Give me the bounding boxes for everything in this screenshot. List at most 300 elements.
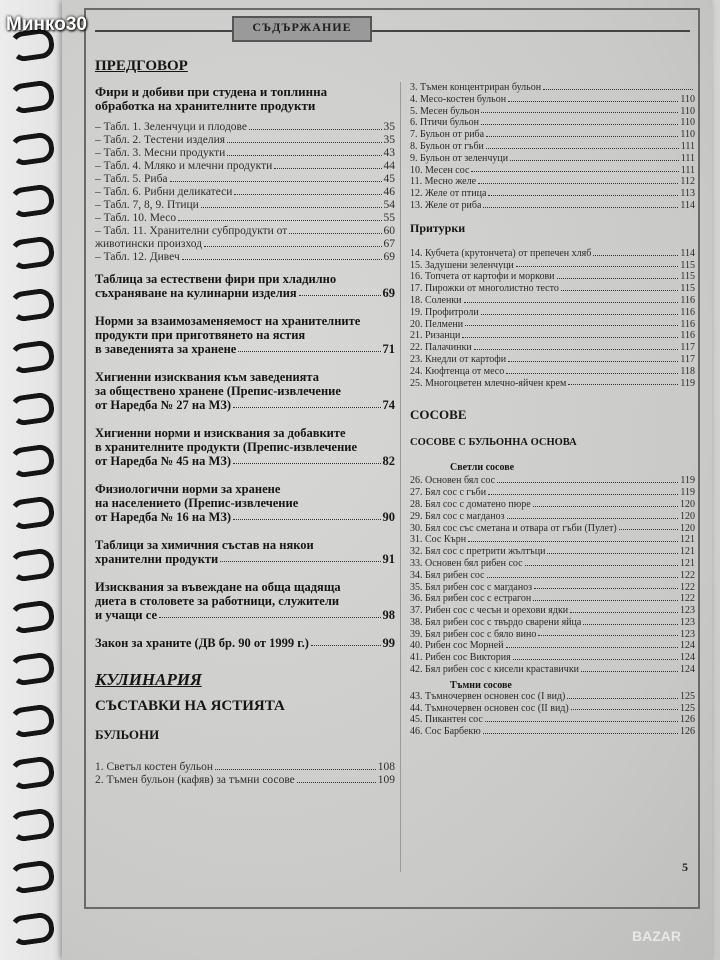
dot-leader bbox=[486, 136, 678, 137]
section-line: Хигиенни норми и изисквания за добавките bbox=[95, 426, 346, 440]
preface-heading: ПРЕДГОВОР bbox=[95, 58, 188, 74]
toc-light-sauce-entry bbox=[410, 629, 695, 641]
page-ref: 111 bbox=[680, 140, 695, 152]
dot-leader bbox=[182, 259, 382, 260]
page-ref: 119 bbox=[680, 487, 695, 499]
toc-broth-entry bbox=[410, 117, 695, 129]
dot-leader bbox=[468, 541, 678, 542]
dot-leader bbox=[485, 721, 678, 722]
toc-broth-entry bbox=[410, 176, 695, 188]
fiers-heading-line1: Фири и добиви при студена и топлинна bbox=[95, 84, 328, 99]
toc-addition-entry bbox=[410, 330, 695, 342]
page-ref: 109 bbox=[377, 774, 395, 786]
toc-table-entry bbox=[95, 251, 395, 264]
right-column bbox=[410, 82, 695, 738]
toc-addition-entry-text: 17. Пирожки от многолистно тесто bbox=[410, 283, 559, 295]
section-line: за обществено хранене (Препис-извлечение bbox=[95, 384, 341, 398]
toc-addition-entry bbox=[410, 271, 695, 283]
broth-list-left bbox=[95, 761, 395, 787]
page-ref: 126 bbox=[680, 714, 695, 726]
toc-broth-entry bbox=[410, 188, 695, 200]
toc-addition-entry-text: 24. Кюфтенца от месо bbox=[410, 365, 505, 377]
toc-section-entry bbox=[95, 426, 395, 468]
sauces-heading: СОСОВЕ bbox=[410, 407, 467, 423]
dot-leader bbox=[508, 101, 678, 102]
toc-light-sauce-entry-text: 42. Бял рибен сос с кисели краставички bbox=[410, 664, 580, 676]
dark-sauces-heading: Тъмни сосове bbox=[450, 679, 512, 691]
page-ref: 111 bbox=[680, 152, 695, 164]
page-ref: 120 bbox=[680, 510, 695, 522]
section-line: продукти при приготвянето на ястия bbox=[95, 328, 306, 342]
toc-broth-entry-text: 4. Месо-костен бульон bbox=[410, 93, 507, 105]
dot-leader bbox=[233, 407, 380, 408]
page-title: СЪДЪРЖАНИЕ bbox=[252, 20, 352, 34]
dot-leader bbox=[547, 553, 678, 554]
light-sauces-list bbox=[410, 475, 695, 676]
section-line: Физиологични норми за хранене bbox=[95, 482, 281, 496]
page-ref: 117 bbox=[680, 342, 695, 354]
page-ref: 116 bbox=[680, 294, 695, 306]
dot-leader bbox=[220, 561, 380, 562]
toc-addition-entry-text: 15. Задушени зеленчуци bbox=[410, 259, 514, 271]
section-line: Изисквания за въвеждане на обща щадяща bbox=[95, 580, 341, 594]
dot-leader bbox=[227, 142, 381, 143]
toc-broth-entry bbox=[410, 200, 695, 212]
toc-addition-entry-text: 25. Многоцветен млечно-яйчен крем bbox=[410, 377, 567, 389]
toc-light-sauce-entry bbox=[410, 582, 695, 594]
toc-broth-entry bbox=[410, 165, 695, 177]
toc-dark-sauce-entry bbox=[410, 714, 695, 726]
page-ref: 121 bbox=[680, 534, 695, 546]
toc-broth-entry bbox=[95, 774, 395, 787]
dot-leader bbox=[464, 302, 679, 303]
page-ref: 116 bbox=[680, 318, 695, 330]
page-ref: 115 bbox=[680, 283, 695, 295]
toc-light-sauce-entry bbox=[410, 664, 695, 676]
page-ref: 71 bbox=[382, 342, 395, 356]
page-ref: 108 bbox=[377, 761, 395, 773]
toc-broth-entry-text: 1. Светъл костен бульон bbox=[95, 761, 214, 773]
section-line: в заведенията за хранене bbox=[95, 342, 237, 356]
toc-light-sauce-entry-text: 38. Бял рибен сос с твърдо сварени яйца bbox=[410, 616, 582, 628]
culinary-heading: КУЛИНАРИЯ bbox=[95, 670, 202, 689]
page-ref: 119 bbox=[680, 377, 695, 389]
dot-leader bbox=[471, 171, 678, 172]
dot-leader bbox=[507, 518, 678, 519]
section-line: хранителни продукти bbox=[95, 552, 219, 566]
toc-addition-entry-text: 18. Соленки bbox=[410, 294, 462, 306]
dot-leader bbox=[581, 671, 678, 672]
section-last-line bbox=[95, 636, 395, 650]
toc-broth-entry-text: 10. Месен сос bbox=[410, 164, 470, 176]
page-ref: 120 bbox=[680, 498, 695, 510]
toc-broth-entry bbox=[95, 761, 395, 774]
page-ref: 125 bbox=[680, 690, 695, 702]
toc-table-entry-text: – Табл. 7, 8, 9. Птици bbox=[95, 199, 199, 211]
toc-broth-entry-text: 12. Желе от птица bbox=[410, 188, 487, 200]
toc-addition-entry bbox=[410, 307, 695, 319]
toc-dark-sauce-entry-text: 45. Пикантен сос bbox=[410, 714, 483, 726]
toc-table-entry-text: – Табл. 12. Дивеч bbox=[95, 251, 180, 263]
section-last-line bbox=[95, 608, 395, 622]
section-line: от Наредба № 27 на МЗ) bbox=[95, 398, 232, 412]
toc-light-sauce-entry-text: 26. Основен бял сос bbox=[410, 475, 496, 487]
dot-leader bbox=[238, 351, 380, 352]
section-line: от Наредба № 16 на МЗ) bbox=[95, 510, 232, 524]
toc-broth-entry bbox=[410, 141, 695, 153]
dot-leader bbox=[170, 181, 382, 182]
page-ref: 110 bbox=[680, 105, 695, 117]
page-ref: 122 bbox=[680, 581, 695, 593]
page-ref: 43 bbox=[383, 147, 395, 159]
page-ref: 121 bbox=[680, 546, 695, 558]
dot-leader bbox=[483, 733, 678, 734]
page-ref: 110 bbox=[680, 117, 695, 129]
toc-table-entry-text: – Табл. 10. Месо bbox=[95, 212, 177, 224]
page-ref: 35 bbox=[383, 134, 395, 146]
toc-addition-entry-text: 21. Ризанци bbox=[410, 330, 461, 342]
dot-leader bbox=[571, 709, 678, 710]
section-line: на населението (Препис-извлечение bbox=[95, 496, 299, 510]
toc-broth-entry bbox=[410, 153, 695, 165]
toc-broth-entry-text: 7. Бульон от риба bbox=[410, 129, 485, 141]
dot-leader bbox=[159, 617, 380, 618]
toc-light-sauce-entry-text: 28. Бял сос с доматено пюре bbox=[410, 498, 531, 510]
toc-addition-entry-text: 22. Палачинки bbox=[410, 342, 472, 354]
toc-broth-entry bbox=[410, 106, 695, 118]
toc-table-entry-text: – Табл. 1. Зеленчуци и плодове bbox=[95, 121, 248, 133]
section-line: и учащи се bbox=[95, 608, 158, 622]
toc-table-entry bbox=[95, 160, 395, 173]
toc-addition-entry bbox=[410, 366, 695, 378]
toc-section-entry bbox=[95, 482, 395, 524]
additions-heading: Притурки bbox=[410, 220, 466, 235]
page-ref: 125 bbox=[680, 702, 695, 714]
dot-leader bbox=[297, 782, 376, 783]
dot-leader bbox=[274, 168, 381, 169]
toc-broth-entry-text: 13. Желе от риба bbox=[410, 199, 482, 211]
fiers-heading-line2: обработка на хранителните продукти bbox=[95, 98, 316, 113]
seller-watermark: Минко30 bbox=[6, 14, 87, 35]
page-ref: 123 bbox=[680, 616, 695, 628]
toc-sections bbox=[95, 272, 395, 650]
page-ref: 99 bbox=[382, 636, 395, 650]
page-ref: 67 bbox=[383, 238, 395, 250]
toc-addition-entry-text: 16. Топчета от картофи и моркови bbox=[410, 271, 555, 283]
page-ref: 82 bbox=[382, 454, 395, 468]
page-ref: 114 bbox=[680, 199, 695, 211]
page-ref: 122 bbox=[680, 593, 695, 605]
dot-leader bbox=[478, 183, 678, 184]
toc-light-sauce-entry bbox=[410, 652, 695, 664]
toc-light-sauce-entry bbox=[410, 511, 695, 523]
dot-leader bbox=[570, 612, 678, 613]
dot-leader bbox=[462, 337, 678, 338]
section-last-line bbox=[95, 454, 395, 468]
toc-broth-entry bbox=[410, 82, 695, 94]
dot-leader bbox=[506, 647, 678, 648]
dot-leader bbox=[534, 588, 678, 589]
page-ref: 124 bbox=[680, 664, 695, 676]
dot-leader bbox=[234, 194, 381, 195]
toc-addition-entry bbox=[410, 283, 695, 295]
toc-addition-entry bbox=[410, 378, 695, 390]
section-line: в хранителните продукти (Препис-извлечение bbox=[95, 440, 358, 454]
page-ref: 54 bbox=[383, 199, 395, 211]
dot-leader bbox=[583, 624, 678, 625]
toc-broth-entry-text: 8. Бульон от гъби bbox=[410, 140, 484, 152]
dot-leader bbox=[487, 577, 678, 578]
section-last-line bbox=[95, 552, 395, 566]
page-ref: 115 bbox=[680, 271, 695, 283]
toc-table-entry bbox=[95, 147, 395, 160]
toc-table-entry-text: – Табл. 2. Тестени изделия bbox=[95, 134, 226, 146]
page-ref: 110 bbox=[680, 93, 695, 105]
toc-light-sauce-entry bbox=[410, 640, 695, 652]
page-ref: 69 bbox=[382, 286, 395, 300]
toc-light-sauce-entry bbox=[410, 487, 695, 499]
toc-broth-entry bbox=[410, 129, 695, 141]
section-line: Закон за храните (ДВ бр. 90 от 1999 г.) bbox=[95, 636, 309, 650]
page-ref: 124 bbox=[680, 640, 695, 652]
section-line: Хигиенни изисквания към заведенията bbox=[95, 370, 319, 384]
toc-table-entry-text: – Табл. 3. Месни продукти bbox=[95, 147, 226, 159]
dot-leader bbox=[568, 384, 678, 385]
dot-leader bbox=[533, 600, 678, 601]
page-ref: 98 bbox=[382, 608, 395, 622]
dot-leader bbox=[488, 195, 678, 196]
section-line: съхраняване на кулинарни изделия bbox=[95, 286, 297, 300]
page-ref: 126 bbox=[680, 726, 695, 738]
dot-leader bbox=[486, 148, 679, 149]
toc-table-entry-text: – Табл. 5. Риба bbox=[95, 173, 168, 185]
page-ref: 117 bbox=[680, 353, 695, 365]
dot-leader bbox=[233, 463, 380, 464]
toc-broth-entry-text: 9. Бульон от зеленчуци bbox=[410, 152, 509, 164]
page-ref: 115 bbox=[680, 259, 695, 271]
toc-section-entry bbox=[95, 370, 395, 412]
toc-light-sauce-entry bbox=[410, 534, 695, 546]
toc-light-sauce-entry-text: 36. Бял рибен сос с естрагон bbox=[410, 593, 532, 605]
dot-leader bbox=[561, 290, 679, 291]
sauces-broth-heading: СОСОВЕ С БУЛЬОННА ОСНОВА bbox=[410, 437, 577, 449]
page-ref: 35 bbox=[383, 121, 395, 133]
toc-light-sauce-entry-text: 39. Бял рибен сос с бяло вино bbox=[410, 628, 537, 640]
page-ref: 90 bbox=[382, 510, 395, 524]
dot-leader bbox=[299, 295, 381, 296]
toc-light-sauce-entry bbox=[410, 605, 695, 617]
page-ref: 122 bbox=[680, 569, 695, 581]
section-line: Таблица за естествени фири при хладилно bbox=[95, 272, 337, 286]
page-number: 5 bbox=[682, 860, 688, 874]
toc-addition-entry bbox=[410, 260, 695, 272]
dot-leader bbox=[215, 769, 376, 770]
dot-leader bbox=[516, 266, 679, 267]
toc-section-entry bbox=[95, 272, 395, 300]
section-last-line bbox=[95, 342, 395, 356]
toc-light-sauce-entry-text: 41. Рибен сос Виктория bbox=[410, 652, 511, 664]
toc-light-sauce-entry-text: 31. Сос Кърн bbox=[410, 534, 467, 546]
dot-leader bbox=[227, 155, 381, 156]
dot-leader bbox=[249, 129, 381, 130]
broth-list-right bbox=[410, 82, 695, 212]
toc-table-entry bbox=[95, 225, 395, 238]
toc-dark-sauce-entry bbox=[410, 691, 695, 703]
toc-light-sauce-entry-text: 33. Основен бял рибен сос bbox=[410, 557, 523, 569]
toc-light-sauce-entry-text: 30. Бял сос със сметана и отвара от гъби (Пулет) bbox=[410, 522, 617, 534]
dot-leader bbox=[488, 494, 678, 495]
header-rule bbox=[95, 30, 690, 32]
dot-leader bbox=[506, 373, 678, 374]
toc-light-sauce-entry-text: 34. Бял рибен сос bbox=[410, 569, 485, 581]
broths-heading: БУЛЬОНИ bbox=[95, 727, 160, 742]
dot-leader bbox=[619, 529, 678, 530]
dot-leader bbox=[510, 160, 679, 161]
dot-leader bbox=[525, 565, 678, 566]
toc-light-sauce-entry bbox=[410, 558, 695, 570]
page-ref: 111 bbox=[680, 164, 695, 176]
section-line: Норми за взаимозаменяемост на хранителните bbox=[95, 314, 361, 328]
toc-table-entry bbox=[95, 121, 395, 134]
dot-leader bbox=[483, 207, 678, 208]
toc-addition-entry bbox=[410, 342, 695, 354]
page-ref: 123 bbox=[680, 628, 695, 640]
toc-dark-sauce-entry bbox=[410, 726, 695, 738]
toc-light-sauce-entry-text: 40. Рибен сос Морней bbox=[410, 640, 504, 652]
dot-leader bbox=[533, 506, 678, 507]
toc-table-entry bbox=[95, 134, 395, 147]
toc-addition-entry bbox=[410, 248, 695, 260]
toc-section-entry bbox=[95, 538, 395, 566]
dot-leader bbox=[201, 207, 382, 208]
toc-addition-entry-text: 23. Кнедли от картофи bbox=[410, 353, 507, 365]
toc-addition-entry-text: 19. Профитроли bbox=[410, 306, 479, 318]
toc-light-sauce-entry-text: 37. Рибен сос с чесън и орехови ядки bbox=[410, 605, 569, 617]
dot-leader bbox=[481, 112, 678, 113]
toc-section-entry bbox=[95, 580, 395, 622]
header-banner bbox=[232, 16, 372, 42]
dot-leader bbox=[204, 246, 381, 247]
toc-light-sauce-entry bbox=[410, 523, 695, 535]
toc-dark-sauce-entry bbox=[410, 703, 695, 715]
page-ref: 119 bbox=[680, 475, 695, 487]
section-last-line bbox=[95, 398, 395, 412]
section-line: диета в столовете за работници, служители bbox=[95, 594, 340, 608]
toc-dark-sauce-entry-text: 44. Тъмночервен основен сос (II вид) bbox=[410, 702, 569, 714]
dot-leader bbox=[508, 361, 678, 362]
toc-broth-entry-text: 11. Месно желе bbox=[410, 176, 477, 188]
page-ref: 116 bbox=[680, 330, 695, 342]
toc-light-sauce-entry-text: 35. Бял рибен сос с магданоз bbox=[410, 581, 533, 593]
dot-leader bbox=[465, 325, 678, 326]
toc-dark-sauce-entry-text: 46. Сос Барбекю bbox=[410, 726, 481, 738]
dot-leader bbox=[543, 89, 693, 90]
page-ref: 121 bbox=[680, 557, 695, 569]
page-ref: 91 bbox=[382, 552, 395, 566]
page-ref: 120 bbox=[680, 522, 695, 534]
toc-table-entry-text: животински произход bbox=[95, 238, 203, 250]
toc-light-sauce-entry bbox=[410, 475, 695, 487]
toc-broth-entry-text: 5. Месен бульон bbox=[410, 105, 480, 117]
page-ref: 44 bbox=[383, 160, 395, 172]
section-last-line bbox=[95, 286, 395, 300]
toc-light-sauce-entry bbox=[410, 593, 695, 605]
toc-table-entry bbox=[95, 212, 395, 225]
page-ref: 46 bbox=[383, 186, 395, 198]
column-divider bbox=[400, 82, 401, 872]
toc-broth-entry-text: 2. Тъмен бульон (кафяв) за тъмни сосове bbox=[95, 774, 295, 786]
left-column bbox=[95, 58, 395, 787]
toc-light-sauce-entry bbox=[410, 617, 695, 629]
section-line: Таблици за химичния състав на някои bbox=[95, 538, 314, 552]
page-ref: 69 bbox=[383, 251, 395, 263]
toc-addition-entry bbox=[410, 354, 695, 366]
toc-broth-entry-text: 6. Птичи бульон bbox=[410, 117, 479, 129]
page-ref: 55 bbox=[383, 212, 395, 224]
page-ref: 116 bbox=[680, 306, 695, 318]
dot-leader bbox=[289, 233, 381, 234]
toc-table-entry bbox=[95, 173, 395, 186]
page-ref: 60 bbox=[383, 225, 395, 237]
toc-light-sauce-entry-text: 29. Бял сос с магданоз bbox=[410, 510, 505, 522]
dot-leader bbox=[567, 698, 678, 699]
toc-table-entry-text: – Табл. 6. Рибни деликатеси bbox=[95, 186, 233, 198]
toc-light-sauce-entry bbox=[410, 546, 695, 558]
toc-table-entry-text: – Табл. 11. Хранителни субпродукти от bbox=[95, 225, 288, 237]
dot-leader bbox=[538, 635, 678, 636]
ingredients-heading: СЪСТАВКИ НА ЯСТИЯТА bbox=[95, 698, 285, 714]
page-ref: 124 bbox=[680, 652, 695, 664]
toc-light-sauce-entry bbox=[410, 570, 695, 582]
toc-addition-entry bbox=[410, 295, 695, 307]
dot-leader bbox=[513, 659, 678, 660]
dot-leader bbox=[481, 314, 679, 315]
toc-light-sauce-entry bbox=[410, 499, 695, 511]
page-ref: 114 bbox=[680, 247, 695, 259]
dot-leader bbox=[481, 124, 678, 125]
section-last-line bbox=[95, 510, 395, 524]
page-ref: 74 bbox=[382, 398, 395, 412]
page-ref: 113 bbox=[680, 188, 695, 200]
dot-leader bbox=[233, 519, 380, 520]
dark-sauces-list bbox=[410, 691, 695, 738]
section-line: от Наредба № 45 на МЗ) bbox=[95, 454, 232, 468]
page-ref: 123 bbox=[680, 605, 695, 617]
dot-leader bbox=[557, 278, 679, 279]
toc-light-sauce-entry-text: 32. Бял сос с претрити жълтъци bbox=[410, 546, 546, 558]
site-watermark: BAZAR bbox=[632, 928, 681, 944]
toc-table-entry bbox=[95, 238, 395, 251]
fiers-table-list bbox=[95, 121, 395, 264]
dot-leader bbox=[497, 482, 678, 483]
additions-list bbox=[410, 248, 695, 390]
toc-broth-entry bbox=[410, 94, 695, 106]
toc-light-sauce-entry-text: 27. Бял сос с гъби bbox=[410, 487, 487, 499]
toc-table-entry-text: – Табл. 4. Мляко и млечни продукти bbox=[95, 160, 273, 172]
toc-addition-entry-text: 14. Кубчета (крутончета) от препечен хляб bbox=[410, 247, 592, 259]
toc-addition-entry bbox=[410, 319, 695, 331]
toc-addition-entry-text: 20. Пелмени bbox=[410, 318, 464, 330]
light-sauces-heading: Светли сосове bbox=[450, 462, 515, 474]
toc-section-entry bbox=[95, 314, 395, 356]
page-ref: 110 bbox=[680, 129, 695, 141]
dot-leader bbox=[178, 220, 381, 221]
page-ref: 112 bbox=[680, 176, 695, 188]
toc-table-entry bbox=[95, 199, 395, 212]
toc-dark-sauce-entry-text: 43. Тъмночервен основен сос (I вид) bbox=[410, 690, 566, 702]
page-ref: 118 bbox=[680, 365, 695, 377]
page-ref: 45 bbox=[383, 173, 395, 185]
